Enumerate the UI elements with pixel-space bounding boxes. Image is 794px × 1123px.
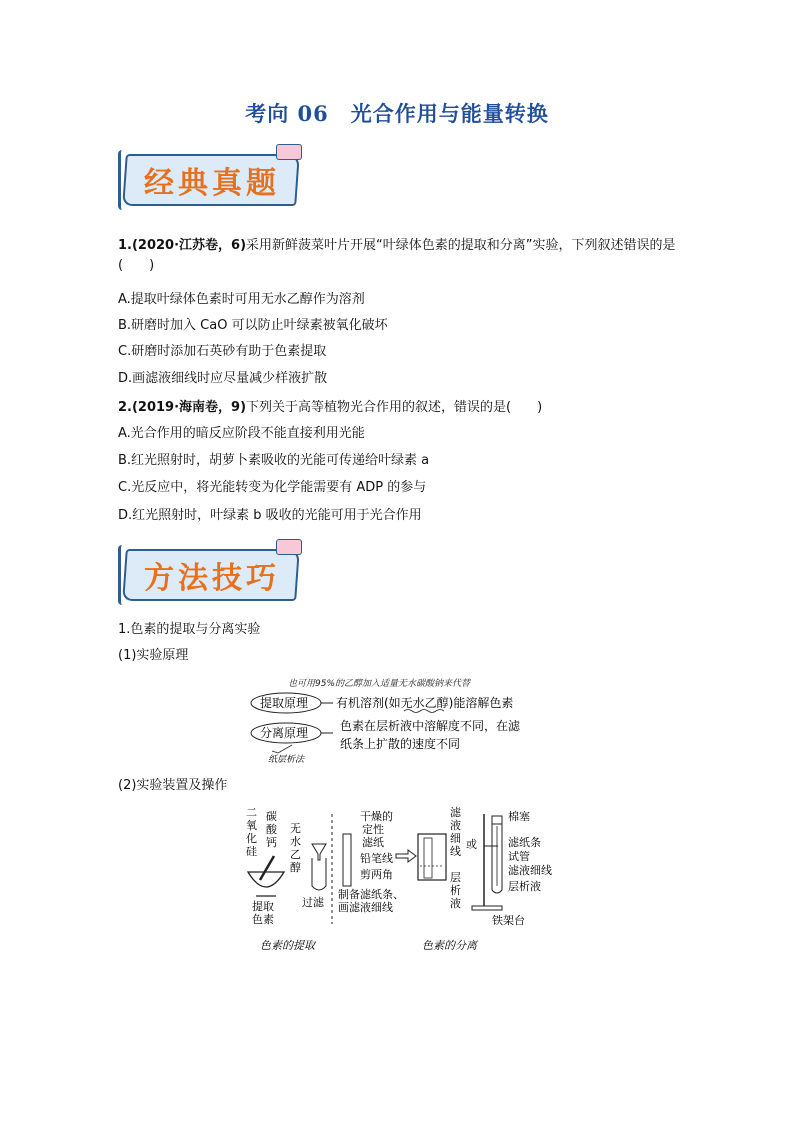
page-title: 考向 06 光合作用与能量转换: [245, 101, 549, 126]
question-source: 2.(2019·海南卷，9): [118, 400, 247, 415]
label-sio2: [246, 806, 257, 858]
banner-text: 经典真题: [144, 166, 280, 201]
svg-text:滤: 滤: [450, 806, 461, 819]
section-banner-classic: [118, 150, 308, 212]
svg-text:钙: 钙: [266, 836, 277, 849]
label-separation-principle: 分离原理: [260, 726, 309, 740]
svg-text:乙: 乙: [290, 848, 301, 861]
label-ethanol: [290, 822, 301, 874]
svg-text:无: 无: [290, 822, 301, 835]
option-a: A.提取叶绿体色素时可用无水乙醇作为溶剂: [118, 292, 365, 307]
question-2: [118, 398, 694, 418]
label-extract-principle: 提取原理: [260, 696, 309, 710]
label-stand: 铁架台: [492, 914, 525, 927]
svg-text:液: 液: [450, 819, 461, 832]
label-caco3: [266, 809, 278, 849]
svg-text:细: 细: [450, 832, 461, 845]
svg-text:液: 液: [450, 897, 461, 910]
handwritten-note-top: 也可用95%的乙醇加入适量无水碳酸钠来代替: [288, 679, 471, 689]
svg-text:画滤液细线: 画滤液细线: [338, 901, 393, 914]
pestle-icon: [260, 856, 274, 880]
label-filtrate-line: [450, 806, 462, 858]
question-stem: 采用新鲜菠菜叶片开展“叶绿体色素的提取和分离”实验，下列叙述错误的是( ): [118, 238, 676, 273]
question-source: 1.(2020·江苏卷，6): [118, 238, 247, 253]
option-d: D.画滤液细线时应尽量减少样液扩散: [118, 371, 328, 386]
svg-text:定性: 定性: [362, 823, 384, 836]
option-b: B.研磨时加入 CaO 可以防止叶绿素被氧化破坏: [118, 318, 388, 333]
svg-text:滤纸: 滤纸: [362, 836, 384, 849]
svg-text:水: 水: [290, 835, 301, 848]
svg-text:碳: 碳: [266, 810, 277, 823]
svg-text:干燥的: 干燥的: [360, 810, 393, 823]
subheading-principle: (1)实验原理: [118, 648, 189, 663]
method-heading: 1.色素的提取与分离实验: [118, 622, 261, 637]
label-corner: 剪两角: [360, 868, 393, 881]
banner-accent: [118, 545, 128, 605]
option-a: A.光合作用的暗反应阶段不能直接利用光能: [118, 426, 365, 441]
text-separation-principle-2: 纸条上扩散的速度不同: [340, 737, 461, 751]
cotton-plug-icon: [492, 816, 502, 824]
svg-text:醇: 醇: [290, 861, 301, 874]
label-solvent: [450, 871, 461, 910]
principle-diagram: [248, 675, 568, 765]
svg-text:提取: 提取: [252, 900, 274, 913]
svg-text:氧: 氧: [246, 819, 257, 832]
test-tube-icon: [312, 858, 326, 890]
label-strip: 滤纸条: [508, 836, 541, 849]
label-paper: [360, 809, 393, 849]
svg-text:层: 层: [450, 871, 461, 884]
label-or: 或: [466, 838, 477, 851]
option-b: B.红光照射时，胡萝卜素吸收的光能可传递给叶绿素 a: [118, 453, 430, 468]
apparatus-diagram: [246, 806, 556, 956]
option-d: D.红光照射时，叶绿素 b 吸收的光能可用于光合作用: [118, 508, 422, 523]
banner-text: 方法技巧: [144, 561, 280, 596]
caption-separation: 色素的分离: [422, 939, 477, 952]
label-filter: 过滤: [302, 896, 324, 909]
section-banner-method: [118, 545, 308, 607]
caption-extract: 色素的提取: [260, 939, 315, 952]
apparatus-labels-right: [492, 809, 552, 927]
label-pencil: 铅笔线: [360, 852, 393, 865]
option-c: C.光反应中，将光能转变为化学能需要有 ADP 的参与: [118, 480, 427, 495]
label-prepare: [338, 887, 404, 914]
mortar-icon: [248, 872, 284, 887]
handwritten-note-bottom: 纸层析法: [268, 755, 305, 765]
label-chrom: 层析液: [508, 880, 541, 893]
svg-text:析: 析: [450, 884, 461, 897]
filter-strip-icon: [343, 834, 351, 886]
svg-text:化: 化: [246, 832, 257, 845]
svg-text:制备滤纸条、: 制备滤纸条、: [338, 888, 404, 901]
text-separation-principle-1: 色素在层析液中溶解度不同，在滤: [340, 719, 521, 733]
subheading-apparatus: (2)实验装置及操作: [118, 778, 228, 793]
banner-accent: [118, 150, 128, 210]
label-tube: 试管: [508, 850, 530, 863]
label-extract: [252, 899, 274, 926]
svg-text:线: 线: [450, 845, 461, 858]
arrow-mark: [272, 745, 292, 753]
option-c: C.研磨时添加石英砂有助于色素提取: [118, 344, 327, 359]
arrow-right-icon: [396, 850, 416, 862]
svg-text:色素: 色素: [252, 913, 274, 926]
question-1: [118, 236, 694, 276]
label-fline: 滤液细线: [508, 864, 552, 877]
svg-text:酸: 酸: [266, 823, 277, 836]
svg-text:硅: 硅: [246, 845, 257, 858]
question-stem: 下列关于高等植物光合作用的叙述，错误的是( ): [246, 400, 543, 415]
text-extract-principle: 有机溶剂(如无水乙醇)能溶解色素: [336, 696, 514, 710]
funnel-icon: [312, 844, 326, 860]
label-cotton: 棉塞: [508, 810, 530, 823]
svg-text:二: 二: [246, 806, 257, 819]
